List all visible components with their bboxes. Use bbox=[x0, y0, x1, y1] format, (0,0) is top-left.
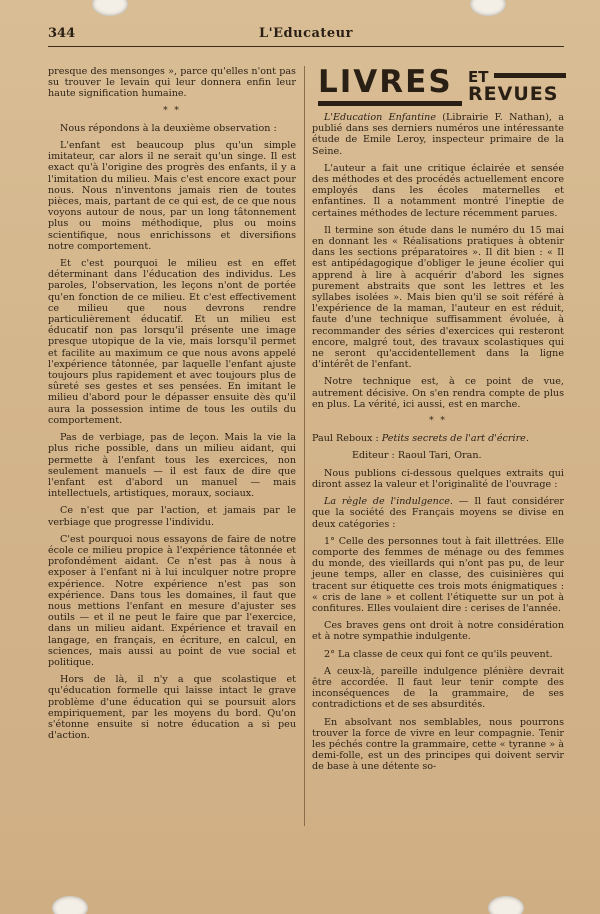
section-separator: * * bbox=[429, 416, 447, 427]
book-editor: Editeur : Raoul Tari, Oran. bbox=[352, 450, 482, 462]
paragraph: Et c'est pourquoi le milieu est en effet déterminant dans l'éducation des individus. Les paroles, l'observation, les leçons n'ont de portée qu'en fonction de ce milieu. Et c'est effectivement ce milieu que nous devrons rendre particulièrement éducatif. Et un milieu est éducatif non pas lorsqu'il présente une image presque utopique de la vie, mais lorsqu'il permet et facilite au maximum ce que nous avons appelé l'expérience tâtonnée, par laquelle l'enfant ajuste toujours plus rapidement et avec toujours plus de sûreté ses gestes et ses pensées. En imitant le milieu d'abord pour le dépasser ensuite dès qu'il aura la possession intime de tous les outils du comportement. bbox=[48, 258, 296, 426]
paragraph: L'auteur a fait une critique éclairée et sensée des méthodes et des procédés actuellement encore employés dans les écoles maternelles et enfantines. Il a notamment montré l'ineptie de certaines méthodes de lecture récemment parues. bbox=[312, 162, 564, 219]
banner-rule bbox=[494, 73, 566, 78]
paragraph bbox=[312, 112, 564, 157]
section-banner bbox=[316, 66, 568, 108]
page-number: 344 bbox=[48, 26, 76, 41]
book-author: Paul Reboux : bbox=[312, 433, 382, 445]
right-column bbox=[312, 112, 564, 779]
paragraph: L'enfant est beaucoup plus qu'un simple imitateur, car alors il ne serait qu'un singe. Il est exact qu'à l'origine des progrès des enfants, il y a l'imitation du milieu. Mais c'est encore exact pour nous. Nous n'inventons jamais rien de toutes pièces, mais, partant de ce qui est, de ce que nous voyons autour de nous, par un long tâtonnement plus ou moins méthodique, plus ou moins scientifique, nous enrichissons et diversifions notre comportement. bbox=[48, 140, 296, 252]
banner-rule bbox=[318, 101, 462, 106]
section-separator: * * bbox=[163, 105, 181, 116]
subsection-title: La règle de l'indulgence. bbox=[324, 496, 453, 508]
paragraph: A ceux-là, pareille indulgence plénière devrait être accordée. Il faut leur tenir compte des inconséquences de la grammaire, de ses contradictions et de ses absurdités. bbox=[312, 665, 564, 711]
paragraph: 1° Celle des personnes tout à fait illettrées. Elle comporte des femmes de ménage ou des femmes du monde, des vieillards qui n'ont pas pu, de leur jeune temps, aller en classe, des cuisinières qui tracent sur étiquette ces trois mots énigmatiques : « cris de lane » et collent l'étiquette sur un pot à confitures. Elles voulaient dire : cerises de l'année. bbox=[312, 535, 564, 614]
paragraph: Nous répondons à la deuxième observation : bbox=[60, 122, 277, 134]
binder-hole bbox=[470, 0, 506, 16]
journal-title: L'Educateur bbox=[259, 26, 353, 41]
left-column bbox=[48, 66, 296, 747]
binder-hole bbox=[52, 896, 88, 914]
paragraph-text: — Il faut considérer que la société des Français moyens se divise en deux catégories : bbox=[312, 496, 564, 530]
paragraph: 2° La classe de ceux qui font ce qu'ils peuvent. bbox=[324, 648, 553, 660]
paragraph: Ces braves gens ont droit à notre considération et à notre sympathie indulgente. bbox=[312, 620, 564, 643]
binder-hole bbox=[488, 896, 524, 914]
binder-hole bbox=[92, 0, 128, 16]
paragraph: Ce n'est que par l'action, et jamais par le verbiage que progresse l'individu. bbox=[48, 505, 296, 528]
paragraph: Il termine son étude dans le numéro du 15 mai en donnant les « Réalisations pratiques à obtenir dans les sections préparatoires ». Il dit bien : « Il est antipédagogique d'obliger le jeune écolier qui apprend à lire à acquérir d'abord les signes purement abstraits que sont les lettres et les syllabes isolées ». Mais bien qu'il se soit référé à l'expérience de la maman, l'auteur en est réduit, faute d'une technique suffisamment évoluée, à recommander des séries d'exercices qui resteront encore, malgré tout, des travaux scolastiques qui ne seront qu'accidentellement dans la ligne d'intérêt de l'enfant. bbox=[312, 224, 564, 371]
paragraph: presque des mensonges », parce qu'elles n'ont pas su trouver le levain qui leur donnera enfin leur haute signification humaine. bbox=[48, 66, 296, 100]
paragraph: En absolvant nos semblables, nous pourrons trouver la force de vivre en leur compagnie. Tenir les péchés contre la grammaire, cette « tyranne » à demi-folle, est un des principes qui doivent servir de base à une détente so- bbox=[312, 716, 564, 773]
page-header bbox=[48, 26, 564, 47]
paragraph: C'est pourquoi nous essayons de faire de notre école ce milieu propice à l'expérience tâtonnée et profondément aidant. Ce n'est pas à nous à exposer à l'enfant ni à lui inculquer notre propre expérience. Notre expérience n'est pas son expérience. Dans tous les domaines, il faut que nous mettions l'enfant en mesure d'ajuster ses outils — et il ne peut le faire que par l'exercice, dans un milieu aidant. Expérience et travail en langage, en français, en écriture, en calcul, en sciences, mais aussi au point de vue social et politique. bbox=[48, 533, 296, 668]
book-reference bbox=[312, 433, 564, 444]
banner-word-revues: REVUES bbox=[468, 83, 559, 105]
paragraph: Nous publions ci-dessous quelques extraits qui diront assez la valeur et l'originalité de l'ouvrage : bbox=[312, 467, 564, 490]
paragraph: Notre technique est, à ce point de vue, autrement décisive. On s'en rendra compte de plus en plus. La vérité, ici aussi, est en marche. bbox=[312, 376, 564, 410]
paragraph: Pas de verbiage, pas de leçon. Mais la vie la plus riche possible, dans un milieu aidant, qui permette à l'enfant tous les exercices, non seulement manuels — il est faux de dire que l'enfant est d'abord un manuel — mais intellectuels, artistiques, moraux, sociaux. bbox=[48, 432, 296, 500]
paragraph bbox=[312, 496, 564, 530]
banner-word-et: ET bbox=[468, 68, 489, 86]
banner-word-livres: LIVRES bbox=[318, 64, 453, 100]
book-title: Petits secrets de l'art d'écrire. bbox=[381, 433, 529, 445]
column-divider bbox=[304, 66, 305, 826]
paragraph: Hors de là, il n'y a que scolastique et qu'éducation formelle qui laisse intact le grave problème d'une éducation qui se poursuit alors empiriquement, par les moyens du bord. Qu'on s'étonne ensuite si notre éducation a si peu d'action. bbox=[48, 674, 296, 742]
publication-title: L'Education Enfantine bbox=[324, 112, 437, 123]
paragraph-text: (Librairie F. Nathan), a publié dans ses derniers numéros une intéressante étude de Emile Leroy, inspecteur primaire de la Seine. bbox=[312, 112, 565, 157]
